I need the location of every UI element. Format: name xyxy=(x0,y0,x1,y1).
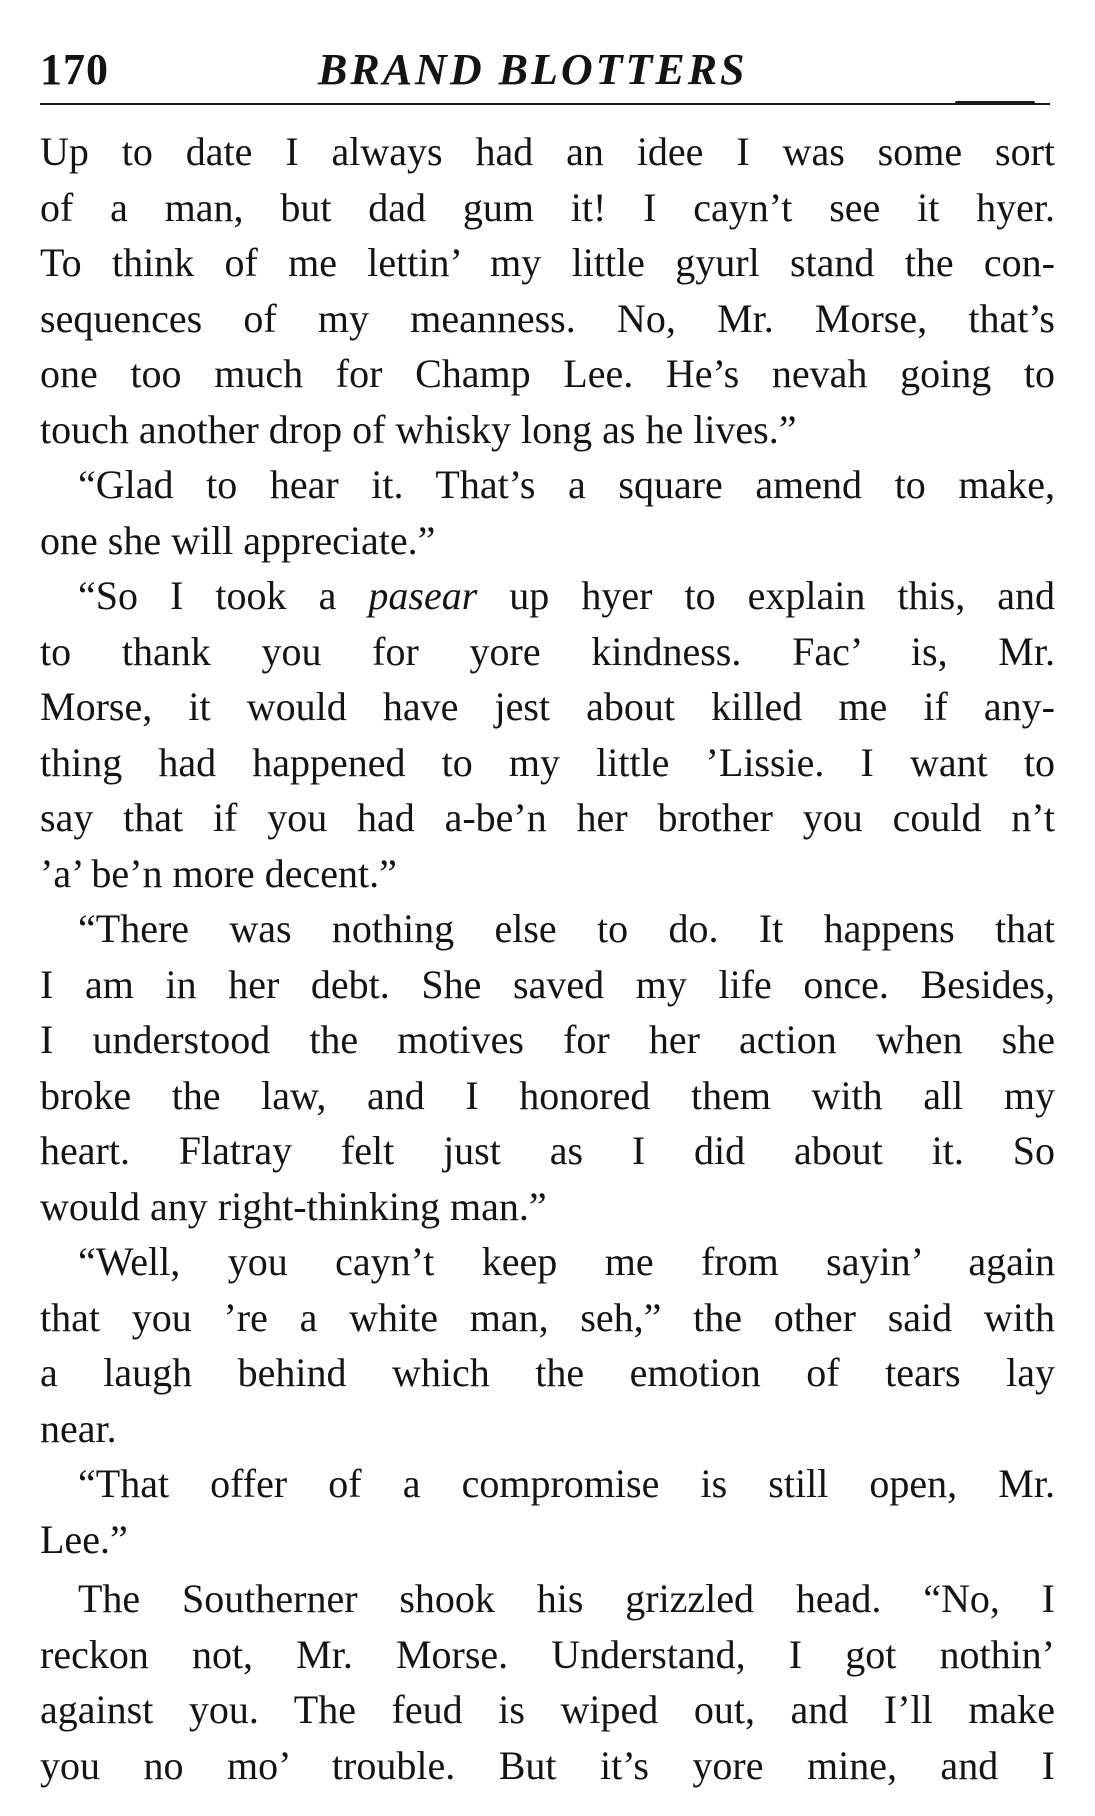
text-line: To think of me lettin’ my little gyurl stand the con- xyxy=(40,240,1055,285)
text-line: a laugh behind which the emotion of tears lay xyxy=(40,1350,1055,1395)
text-line: Up to date I always had an idee I was some sort xyxy=(40,129,1055,174)
body-text xyxy=(40,124,1055,1793)
italic-word: pasear xyxy=(368,573,478,618)
text-line: one too much for Champ Lee. He’s nevah going to xyxy=(40,351,1055,396)
text-line: one she will appreciate.” xyxy=(40,517,436,563)
running-title: BRAND BLOTTERS xyxy=(318,45,748,94)
text-line: sequences of my meanness. No, Mr. Morse, that’s xyxy=(40,295,1055,341)
header-rule xyxy=(40,103,1050,105)
text-line: “That offer of a compromise is still open, Mr. xyxy=(78,1461,1055,1506)
text-line: you no mo’ trouble. But it’s yore mine, and I xyxy=(40,1742,1055,1788)
text-line: to thank you for yore kindness. Fac’ is, Mr. xyxy=(40,628,1055,674)
text-line: “Glad to hear it. That’s a square amend to make, xyxy=(78,462,1055,507)
text-line: heart. Flatray felt just as I did about it. So xyxy=(40,1128,1055,1173)
text-line: against you. The feud is wiped out, and I’ll make xyxy=(40,1687,1055,1732)
page-number: 170 xyxy=(40,45,109,94)
text-line: ’a’ be’n more decent.” xyxy=(40,850,397,896)
text-line xyxy=(40,568,1055,624)
text-line: near. xyxy=(40,1405,117,1451)
text-line: “Well, you cayn’t keep me from sayin’ again xyxy=(78,1239,1055,1284)
text-line: of a man, but dad gum it! I cayn’t see it hyer. xyxy=(40,184,1055,230)
text-line: reckon not, Mr. Morse. Understand, I got nothin’ xyxy=(40,1631,1055,1677)
text-line: The Southerner shook his grizzled head. “No, I xyxy=(78,1576,1055,1621)
header-rule-flourish xyxy=(955,101,1035,105)
text-line: broke the law, and I honored them with all my xyxy=(40,1072,1055,1118)
text-line: say that if you had a-be’n her brother you could n’t xyxy=(40,795,1055,840)
text-line: touch another drop of whisky long as he lives.” xyxy=(40,406,797,452)
text-line: Morse, it would have jest about killed me if any- xyxy=(40,684,1055,729)
text-line: I understood the motives for her action when she xyxy=(40,1017,1055,1062)
text-line: would any right-thinking man.” xyxy=(40,1183,547,1229)
text-fragment: “So I took a xyxy=(78,573,369,618)
text-line: Lee.” xyxy=(40,1516,128,1562)
page-header xyxy=(40,40,1055,100)
text-line: thing had happened to my little ’Lissie. I want to xyxy=(40,739,1055,785)
text-line: that you ’re a white man, seh,” the other said with xyxy=(40,1294,1055,1340)
text-line: I am in her debt. She saved my life once. Besides, xyxy=(40,961,1055,1007)
text-fragment: up hyer to explain this, and xyxy=(477,573,1056,618)
text-line: “There was nothing else to do. It happens that xyxy=(78,906,1055,951)
